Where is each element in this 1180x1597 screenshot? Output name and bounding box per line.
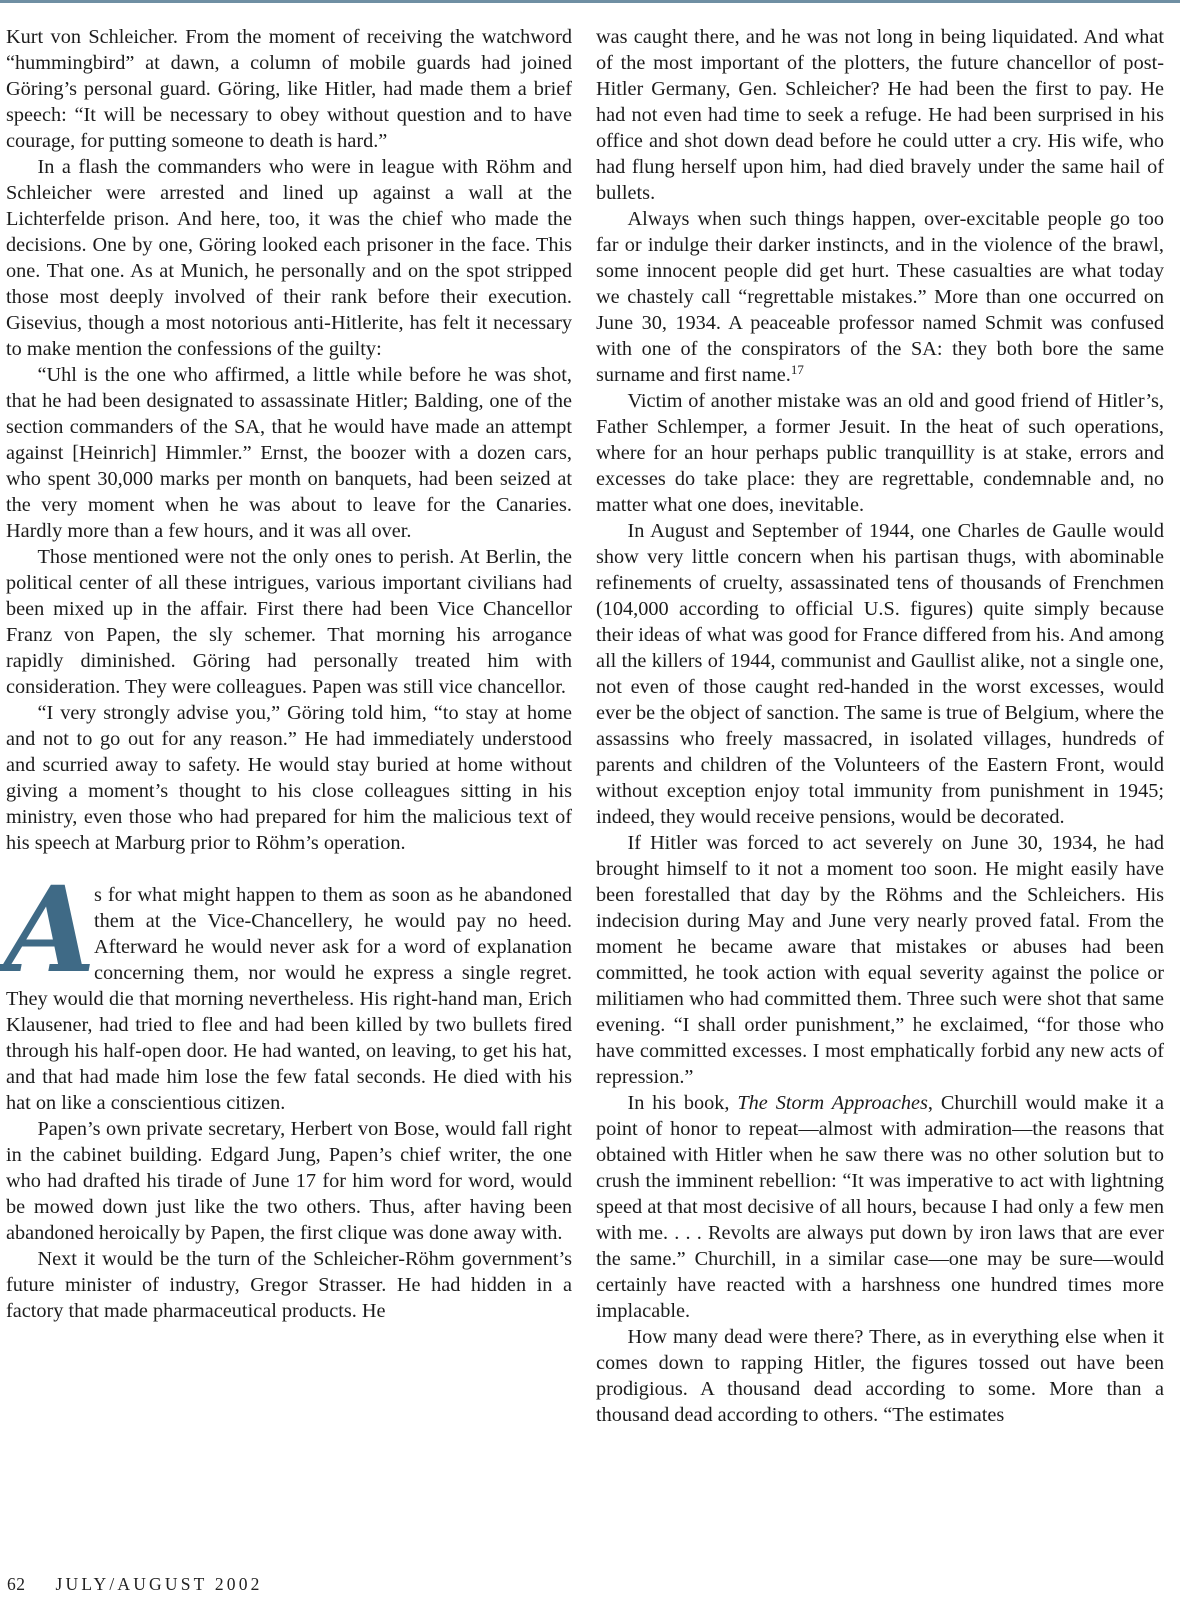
paragraph: “I very strongly advise you,” Göring told him, “to stay at home and not to go out for any reason.” He had immediately understood and scurried away to safety. He would stay buried at home without giving a moment’s thought to his close colleagues sitting in his ministry, even those who had prepared for him the malicious text of his speech at Marburg prior to Röhm’s operation. [6, 702, 572, 854]
paragraph: Victim of another mistake was an old and good friend of Hitler’s, Father Schlemper, a former Jesuit. In the heat of such operations, where for an hour perhaps public tranquillity is at stake, errors and excesses do take place: they are regrettable, condemnable and, no matter what one does, inevitable. [596, 390, 1164, 516]
right-column [596, 24, 1164, 1428]
paragraph: Those mentioned were not the only ones to perish. At Berlin, the political center of all these intrigues, various important civilians had been mixed up in the affair. First there had been Vice Chancellor Franz von Papen, the sly schemer. That morning his arrogance rapidly diminished. Göring had personally treated him with consideration. They were colleagues. Papen was still vice chancellor. [6, 546, 572, 698]
paragraph: Kurt von Schleicher. From the moment of receiving the watchword “hummingbird” at dawn, a column of mobile guards had joined Göring’s personal guard. Göring, like Hitler, had made them a brief speech: “It will be necessary to obey without question and to have courage, for putting someone to death is hard.” [6, 26, 572, 152]
paragraph: Papen’s own private secretary, Herbert von Bose, would fall right in the cabinet building. Edgard Jung, Papen’s chief writer, the one who had drafted his tirade of June 17 for him word for word, would be mowed down just like the two others. Thus, after having been abandoned heroically by Papen, the first clique was done away with. [6, 1118, 572, 1244]
drop-cap: A [4, 860, 96, 999]
paragraph [596, 1090, 1164, 1324]
paragraph: In a flash the commanders who were in league with Röhm and Schleicher were arrested and lined up against a wall at the Lichterfelde prison. And here, too, it was the chief who made the decisions. One by one, Göring looked each prisoner in the face. This one. That one. As at Munich, he personally and on the spot stripped those most deeply involved of their rank before their execution. Gisevius, though a most notorious anti-Hitlerite, has felt it necessary to make mention the confessions of the guilty: [6, 156, 572, 360]
book-title: The Storm Approaches [737, 1092, 928, 1114]
issue-date: JULY/AUGUST 2002 [55, 1574, 263, 1594]
paragraph-text: s for what might happen to them as soon as he abandoned them at the Vice-Chancellery, he would pay no heed. Afterward he would never ask for a word of explanation concerning them, nor would he express a single regret. They would die that morning nevertheless. His right-hand man, Erich Klausener, had tried to flee and had been killed by two bullets fired through his half-open door. He had wanted, on leaving, to get his hat, and that had made him lose the few fatal seconds. He died with his hat on like a conscientious citizen. [6, 884, 572, 1114]
paragraph: If Hitler was forced to act severely on June 30, 1934, he had brought himself to it not a moment too soon. He might easily have been forestalled that day by the Röhms and the Schleichers. His indecision during May and June very nearly proved fatal. From the moment he became aware that mistakes or abuses had been committed, he took action with equal severity against the police or militiamen who had committed them. Three such were shot that same evening. “I shall order punishment,” he exclaimed, “for those who have committed excesses. I most emphatically forbid any new acts of repression.” [596, 832, 1164, 1088]
paragraph [596, 206, 1164, 388]
page-footer [7, 1574, 263, 1595]
paragraph: “Uhl is the one who affirmed, a little while before he was shot, that he had been designated to assassinate Hitler; Balding, one of the section commanders of the SA, that he would have made an attempt against [Heinrich] Himmler.” Ernst, the boozer with a dozen cars, who spent 30,000 marks per month on banquets, had been seized at the very moment when he was about to leave for the Canaries. Hardly more than a few hours, and it was all over. [6, 364, 572, 542]
paragraph: was caught there, and he was not long in being liquidated. And what of the most important of the plotters, the future chancellor of post-Hitler Germany, Gen. Schleicher? He had been the first to pay. He had not even had time to seek a refuge. He had been surprised in his office and shot down dead before he could utter a cry. His wife, who had flung herself upon him, had died bravely under the same hail of bullets. [596, 26, 1164, 204]
paragraph-text: In his book, [627, 1092, 738, 1114]
footnote-reference: 17 [790, 362, 804, 377]
top-rule [0, 0, 1180, 3]
paragraph: Next it would be the turn of the Schleicher-Röhm government’s future minister of industry, Gregor Strasser. He had hidden in a factory that made pharmaceutical products. He [6, 1248, 572, 1322]
paragraph-text: Always when such things happen, over-excitable people go too far or indulge their darker instincts, and in the violence of the brawl, some innocent people did get hurt. These casualties are what today we chastely call “regrettable mistakes.” More than one occurred on June 30, 1934. A peaceable professor named Schmit was confused with one of the conspirators of the SA: they both bore the same surname and first name. [596, 208, 1164, 386]
section-start-paragraph [4, 860, 572, 1116]
page-number: 62 [7, 1574, 26, 1594]
paragraph: How many dead were there? There, as in everything else when it comes down to rapping Hitler, the figures tossed out have been prodigious. A thousand dead according to some. More than a thousand dead according to others. “The estimates [596, 1326, 1164, 1426]
paragraph: In August and September of 1944, one Charles de Gaulle would show very little concern when his partisan thugs, with abominable refinements of cruelty, assassinated tens of thousands of Frenchmen (104,000 according to official U.S. figures) quite simply because their ideas of what was good for France differed from his. And among all the killers of 1944, communist and Gaullist alike, not a single one, not even of those caught red-handed in the worst excesses, would ever be the object of sanction. The same is true of Belgium, where the assassins who freely massacred, in isolated villages, hundreds of parents and children of the Volunteers of the Eastern Front, would without exception enjoy total immunity from punishment in 1945; indeed, they would receive pensions, would be decorated. [596, 520, 1164, 828]
paragraph-text: , Churchill would make it a point of honor to repeat—almost with admiration—the reasons that obtained with Hitler when he saw there was no other solution but to crush the imminent rebellion: “It was imperative to act with lightning speed at that most decisive of all hours, because I had only a few men with me. . . . Revolts are always put down by iron laws that are ever the same.” Churchill, in a similar case—one may be sure—would certainly have reacted with a harshness one hundred times more implacable. [596, 1092, 1164, 1322]
left-column [6, 24, 572, 1324]
